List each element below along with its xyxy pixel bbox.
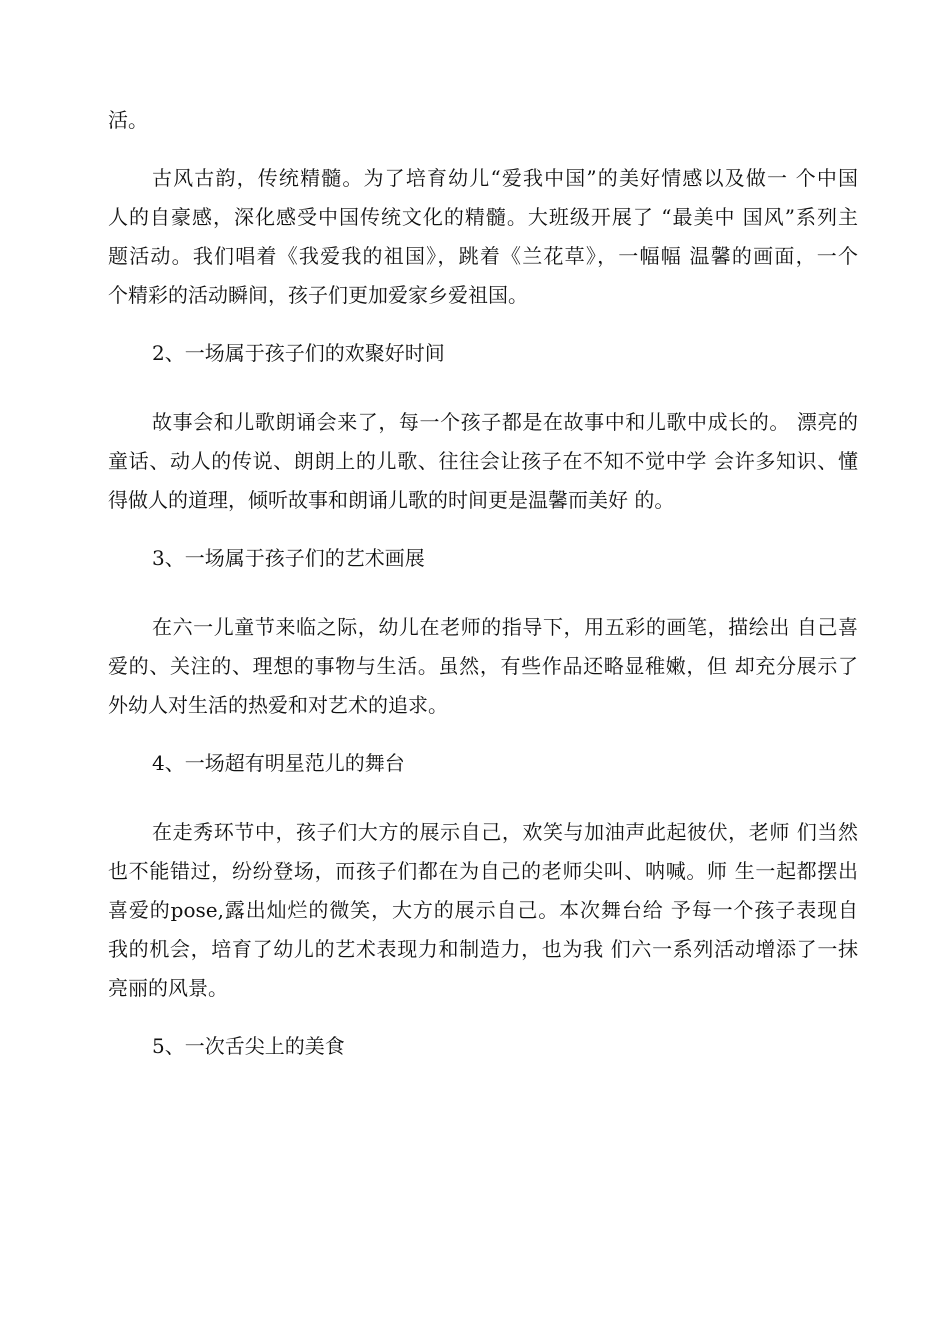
- paragraph-storytelling: [108, 403, 858, 520]
- paragraph-line: 在走秀环节中，孩子们大方的展示自己，欢笑与加油声此起彼伏，老师 们当然: [152, 820, 858, 844]
- paragraph-line: 故事会和儿歌朗诵会来了，每一个孩子都是在故事中和儿歌中成长的。 漂亮的: [152, 410, 858, 434]
- paragraph-chinese-style: [108, 159, 858, 315]
- paragraph-line: 题活动。我们唱着《我爱我的祖国》，跳着《兰花草》，一幅幅 温馨的画面，一个: [108, 244, 858, 268]
- paragraph-line: 爱的、关注的、理想的事物与生活。虽然，有些作品还略显稚嫩，但 却充分展示了: [108, 654, 858, 678]
- document-body: [108, 101, 858, 1096]
- paragraph-line: 个精彩的活动瞬间，孩子们更加爱家乡爱祖国。: [108, 283, 528, 307]
- paragraph-continuation: [108, 101, 858, 140]
- paragraph-line: 活。: [108, 108, 148, 132]
- paragraph-line: 得做人的道理，倾听故事和朗诵儿歌的时间更是温馨而美好 的。: [108, 488, 675, 512]
- section-heading-4: 4、一场超有明星范儿的舞台: [152, 751, 405, 775]
- section-heading-3: 3、一场属于孩子们的艺术画展: [152, 546, 425, 570]
- paragraph-line: 人的自豪感，深化感受中国传统文化的精髓。大班级开展了 “最美中 国风”系列主: [108, 205, 858, 229]
- paragraph-stage: [108, 813, 858, 1008]
- paragraph-line: 童话、动人的传说、朗朗上的儿歌、往往会让孩子在不知不觉中学 会许多知识、懂: [108, 449, 858, 473]
- paragraph-line: 外幼人对生活的热爱和对艺术的追求。: [108, 693, 448, 717]
- paragraph-line: 亮丽的风景。: [108, 976, 228, 1000]
- section-heading-2: 2、一场属于孩子们的欢聚好时间: [152, 341, 445, 365]
- paragraph-art-exhibition: [108, 608, 858, 725]
- section-heading-5: 5、一次舌尖上的美食: [152, 1034, 345, 1058]
- paragraph-line: 喜爱的pose,露出灿烂的微笑，大方的展示自己。本次舞台给 予每一个孩子表现自: [108, 898, 858, 922]
- paragraph-line: 古风古韵，传统精髓。为了培育幼儿“爱我中国”的美好情感以及做一 个中国: [152, 166, 858, 190]
- paragraph-line: 在六一儿童节来临之际，幼儿在老师的指导下，用五彩的画笔，描绘出 自己喜: [152, 615, 858, 639]
- paragraph-line: 我的机会，培育了幼儿的艺术表现力和制造力，也为我 们六一系列活动增添了一抹: [108, 937, 858, 961]
- paragraph-line: 也不能错过，纷纷登场，而孩子们都在为自己的老师尖叫、呐喊。师 生一起都摆出: [108, 859, 858, 883]
